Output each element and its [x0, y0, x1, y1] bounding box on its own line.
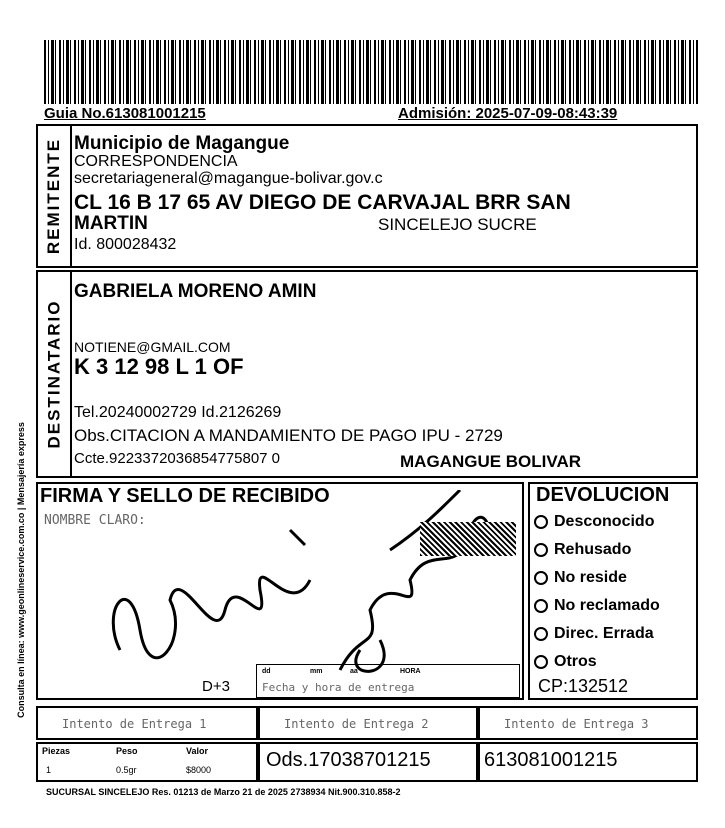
valor-label: Valor [186, 746, 209, 756]
guia-number: Guia No.613081001215 [44, 105, 206, 122]
sender-address-2: MARTIN [74, 213, 148, 234]
option-desconocido[interactable]: Desconocido [534, 513, 654, 531]
admission-date: Admisión: 2025-07-09-08:43:39 [398, 105, 618, 122]
recipient-obs: Obs.CITACION A MANDAMIENTO DE PAGO IPU - 2729 [74, 426, 503, 445]
barcode [44, 40, 698, 104]
destinatario-label: DESTINATARIO [38, 272, 72, 476]
radio-icon [534, 627, 548, 641]
intento-2-label: Intento de Entrega 2 [284, 717, 429, 731]
option-rehusado[interactable]: Rehusado [534, 541, 631, 559]
delivery-term: D+3 [202, 678, 230, 695]
sender-dept: CORRESPONDENCIA [74, 153, 238, 170]
radio-icon [534, 515, 548, 529]
sender-city: SINCELEJO SUCRE [378, 215, 537, 234]
recipient-city: MAGANGUE BOLIVAR [400, 452, 582, 471]
intento-3-label: Intento de Entrega 3 [504, 717, 649, 731]
option-direc-errada[interactable]: Direc. Errada [534, 625, 654, 643]
intento-1-label: Intento de Entrega 1 [62, 717, 207, 731]
recipient-name: GABRIELA MORENO AMIN [74, 281, 317, 302]
peso-label: Peso [116, 746, 138, 756]
nombre-claro-label: NOMBRE CLARO: [44, 513, 146, 528]
fecha-entrega-label: Fecha y hora de entrega [262, 681, 415, 694]
date-mm-label: mm [310, 668, 323, 675]
ods-number: Ods.17038701215 [266, 749, 431, 771]
option-otros[interactable]: Otros [534, 653, 597, 671]
piezas-value: 1 [46, 765, 52, 775]
devolucion-title: DEVOLUCION [536, 484, 670, 506]
sender-email: secretariageneral@magangue-bolivar.gov.c [74, 170, 383, 187]
postal-code: CP:132512 [538, 676, 629, 696]
option-no-reside[interactable]: No reside [534, 569, 627, 587]
date-aa-label: aa [350, 668, 358, 675]
valor-value: $8000 [186, 765, 212, 775]
side-legend: Consulta en línea: www.geonlineservice.com.co | Mensajería express [16, 422, 27, 718]
radio-icon [534, 599, 548, 613]
sender-id: Id. 800028432 [74, 236, 177, 253]
footer-text: SUCURSAL SINCELEJO Res. 01213 de Marzo 21 de 2025 2738934 Nit.900.310.858-2 [46, 787, 401, 797]
piezas-label: Piezas [42, 746, 71, 756]
hora-label: HORA [400, 668, 421, 675]
recipient-tel-id: Tel.20240002729 Id.2126269 [74, 404, 282, 421]
option-no-reclamado[interactable]: No reclamado [534, 597, 660, 615]
radio-icon [534, 655, 548, 669]
guia-box-number: 613081001215 [484, 749, 618, 771]
radio-icon [534, 571, 548, 585]
firma-title: FIRMA Y SELLO DE RECIBIDO [40, 485, 330, 507]
sender-address: CL 16 B 17 65 AV DIEGO DE CARVAJAL BRR SAN [74, 191, 571, 214]
sender-name: Municipio de Magangue [74, 133, 290, 154]
stamp-mark [420, 522, 516, 556]
recipient-ccte: Ccte.9223372036854775807 0 [74, 450, 281, 467]
radio-icon [534, 543, 548, 557]
date-dd-label: dd [262, 668, 271, 675]
remitente-label: REMITENTE [38, 126, 72, 266]
recipient-email: NOTIENE@GMAIL.COM [74, 339, 231, 355]
peso-value: 0.5gr [116, 765, 137, 775]
recipient-address: K 3 12 98 L 1 OF [74, 354, 244, 379]
